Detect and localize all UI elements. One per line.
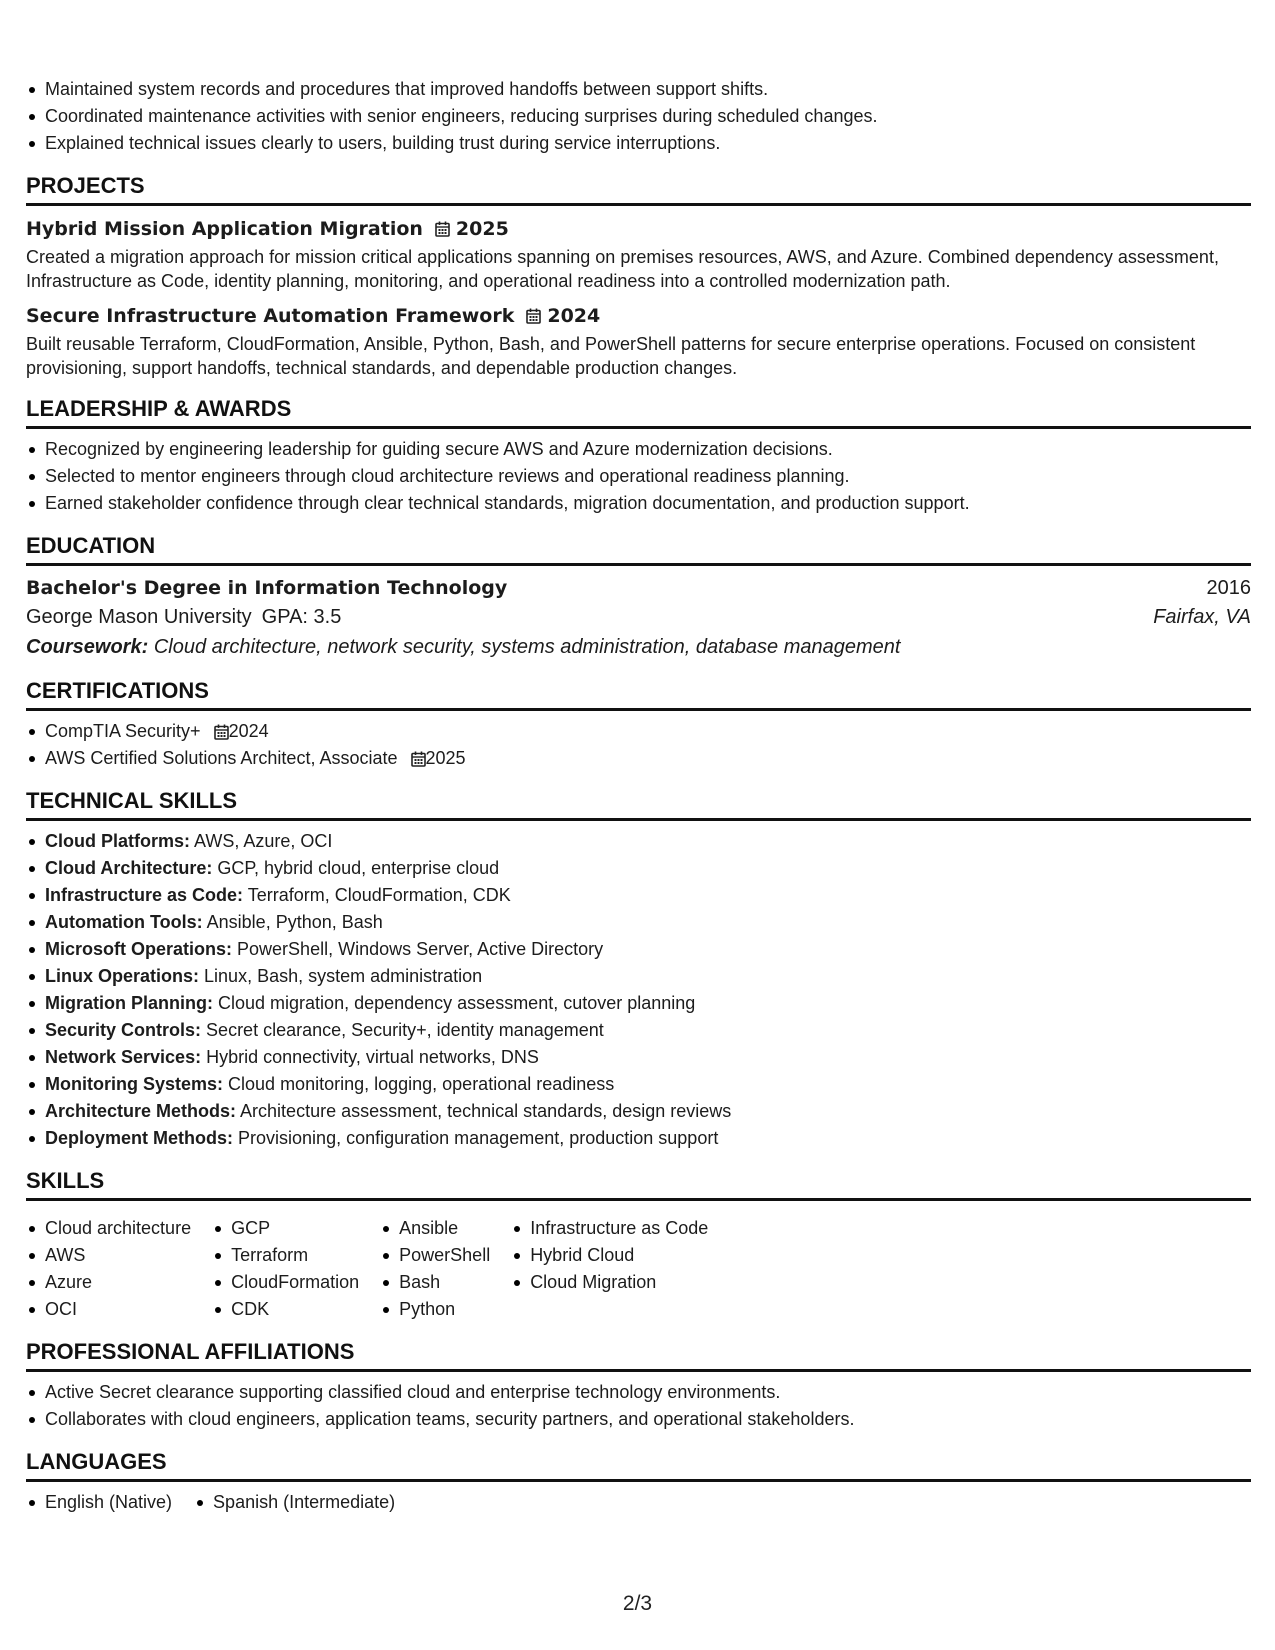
- list-item: English (Native): [26, 1489, 172, 1516]
- section-title: PROJECTS: [26, 173, 1251, 206]
- list-item: Infrastructure as Code: [511, 1215, 708, 1242]
- skill-values: Cloud migration, dependency assessment, cutover planning: [218, 993, 696, 1013]
- institution-name: George Mason University: [26, 606, 252, 628]
- skill-values: Terraform, CloudFormation, CDK: [247, 885, 511, 905]
- skill-category: Security Controls:: [45, 1020, 202, 1040]
- list-item: Ansible: [380, 1215, 490, 1242]
- list-item: [26, 1125, 1251, 1152]
- project-name: Hybrid Mission Application Migration: [26, 218, 423, 240]
- gpa: GPA: 3.5: [261, 606, 342, 628]
- list-item: PowerShell: [380, 1242, 490, 1269]
- leadership-section: [26, 396, 1251, 517]
- project-title: [26, 303, 1251, 329]
- skill-category: Cloud Architecture:: [45, 858, 213, 878]
- institution: [26, 602, 341, 632]
- coursework-list: Cloud architecture, network security, systems administration, database management: [153, 636, 901, 658]
- section-title: LEADERSHIP & AWARDS: [26, 396, 1251, 429]
- list-item: Recognized by engineering leadership for guiding secure AWS and Azure modernization decisions.: [26, 436, 1251, 463]
- calendar-icon: [411, 751, 426, 767]
- list-item: [26, 1071, 1251, 1098]
- calendar-icon: [435, 221, 450, 237]
- education-degree-row: [26, 566, 1251, 602]
- project-year: 2024: [547, 305, 601, 327]
- list-item: [26, 990, 1251, 1017]
- list-item: Maintained system records and procedures that improved handoffs between support shifts.: [26, 76, 1251, 103]
- project-description: Created a migration approach for mission critical applications spanning on premises resources, AWS, and Azure. Combined dependency assessment, Infrastructure as Code, identity planning, monitoring, and operational readiness into a controlled modernization path.: [26, 247, 1219, 291]
- project-name: Secure Infrastructure Automation Framework: [26, 305, 515, 327]
- skill-values: Provisioning, configuration management, production support: [238, 1128, 719, 1148]
- certifications-section: [26, 678, 1251, 772]
- section-title: TECHNICAL SKILLS: [26, 788, 1251, 821]
- list-item: [26, 1017, 1251, 1044]
- list-item: OCI: [26, 1296, 191, 1323]
- skill-values: AWS, Azure, OCI: [194, 831, 333, 851]
- degree: Bachelor's Degree in Information Technology: [26, 577, 508, 599]
- calendar-icon: [214, 724, 229, 740]
- list-item: [26, 882, 1251, 909]
- certifications-list: [26, 718, 1251, 772]
- skill-values: Linux, Bash, system administration: [204, 966, 483, 986]
- list-item: [26, 855, 1251, 882]
- resume-page: [26, 76, 1251, 1516]
- skill-category: Network Services:: [45, 1047, 202, 1067]
- skills-grid: [26, 1208, 1251, 1323]
- list-item: Hybrid Cloud: [511, 1242, 708, 1269]
- list-item: Earned stakeholder confidence through clear technical standards, migration documentation, and production support.: [26, 490, 1251, 517]
- section-title: LANGUAGES: [26, 1449, 1251, 1482]
- list-item: [26, 828, 1251, 855]
- technical-skills-list: [26, 828, 1251, 1152]
- list-item: [26, 745, 1251, 772]
- list-item: Cloud Migration: [511, 1269, 708, 1296]
- list-item: [26, 1098, 1251, 1125]
- page-number: 2/3: [622, 1592, 653, 1615]
- section-title: SKILLS: [26, 1168, 1251, 1201]
- list-item: Python: [380, 1296, 490, 1323]
- education-institution-row: [26, 602, 1251, 632]
- languages-list: [26, 1489, 1251, 1516]
- skill-values: Architecture assessment, technical standards, design reviews: [240, 1101, 732, 1121]
- project-year: 2025: [455, 218, 509, 240]
- certification-name: CompTIA Security+: [45, 721, 201, 741]
- list-item: CloudFormation: [212, 1269, 359, 1296]
- list-item: CDK: [212, 1296, 359, 1323]
- skill-category: Monitoring Systems:: [45, 1074, 224, 1094]
- skill-values: Secret clearance, Security+, identity management: [206, 1020, 604, 1040]
- skill-category: Migration Planning:: [45, 993, 213, 1013]
- coursework: [26, 632, 1251, 662]
- technical-skills-section: [26, 788, 1251, 1152]
- skills-column: [212, 1215, 359, 1323]
- skills-column: [380, 1215, 490, 1323]
- affiliations-list: [26, 1379, 1251, 1433]
- list-item: Terraform: [212, 1242, 359, 1269]
- skill-category: Architecture Methods:: [45, 1101, 237, 1121]
- graduation-year: 2016: [1206, 577, 1251, 599]
- section-title: EDUCATION: [26, 533, 1251, 566]
- list-item: [26, 936, 1251, 963]
- certification-year: 2025: [425, 748, 466, 768]
- skill-category: Infrastructure as Code:: [45, 885, 244, 905]
- list-item: AWS: [26, 1242, 191, 1269]
- project-title: [26, 216, 1251, 242]
- skills-section: [26, 1168, 1251, 1323]
- projects-section: [26, 173, 1251, 380]
- skill-values: GCP, hybrid cloud, enterprise cloud: [217, 858, 500, 878]
- skills-column: [511, 1215, 708, 1323]
- skill-category: Microsoft Operations:: [45, 939, 233, 959]
- affiliations-section: [26, 1339, 1251, 1433]
- list-item: Bash: [380, 1269, 490, 1296]
- skill-category: Automation Tools:: [45, 912, 203, 932]
- list-item: Explained technical issues clearly to users, building trust during service interruptions.: [26, 130, 1251, 157]
- leadership-list: [26, 436, 1251, 517]
- skill-values: Hybrid connectivity, virtual networks, DNS: [206, 1047, 539, 1067]
- skills-column: [26, 1215, 191, 1323]
- list-item: Active Secret clearance supporting classified cloud and enterprise technology environments.: [26, 1379, 1251, 1406]
- list-item: [26, 963, 1251, 990]
- list-item: [26, 1044, 1251, 1071]
- list-item: Coordinated maintenance activities with senior engineers, reducing surprises during scheduled changes.: [26, 103, 1251, 130]
- project-description: Built reusable Terraform, CloudFormation, Ansible, Python, Bash, and PowerShell patterns for secure enterprise operations. Focused on consistent provisioning, support handoffs, technical standards, and dependable production changes.: [26, 334, 1196, 378]
- languages-section: [26, 1449, 1251, 1516]
- certification-name: AWS Certified Solutions Architect, Associate: [45, 748, 398, 768]
- list-item: [26, 909, 1251, 936]
- list-item: Cloud architecture: [26, 1215, 191, 1242]
- skill-category: Cloud Platforms:: [45, 831, 191, 851]
- list-item: [26, 718, 1251, 745]
- list-item: Spanish (Intermediate): [194, 1489, 395, 1516]
- skill-values: Cloud monitoring, logging, operational readiness: [228, 1074, 615, 1094]
- coursework-label: Coursework:: [26, 636, 149, 658]
- section-title: PROFESSIONAL AFFILIATIONS: [26, 1339, 1251, 1372]
- experience-bullets: [26, 76, 1251, 157]
- list-item: Collaborates with cloud engineers, application teams, security partners, and operational stakeholders.: [26, 1406, 1251, 1433]
- skill-values: Ansible, Python, Bash: [206, 912, 383, 932]
- list-item: Azure: [26, 1269, 191, 1296]
- location: Fairfax, VA: [1153, 606, 1251, 628]
- skill-category: Deployment Methods:: [45, 1128, 234, 1148]
- section-title: CERTIFICATIONS: [26, 678, 1251, 711]
- skill-values: PowerShell, Windows Server, Active Directory: [237, 939, 604, 959]
- calendar-icon: [526, 308, 541, 324]
- certification-year: 2024: [228, 721, 269, 741]
- skill-category: Linux Operations:: [45, 966, 200, 986]
- education-section: [26, 533, 1251, 662]
- list-item: GCP: [212, 1215, 359, 1242]
- list-item: Selected to mentor engineers through cloud architecture reviews and operational readiness planning.: [26, 463, 1251, 490]
